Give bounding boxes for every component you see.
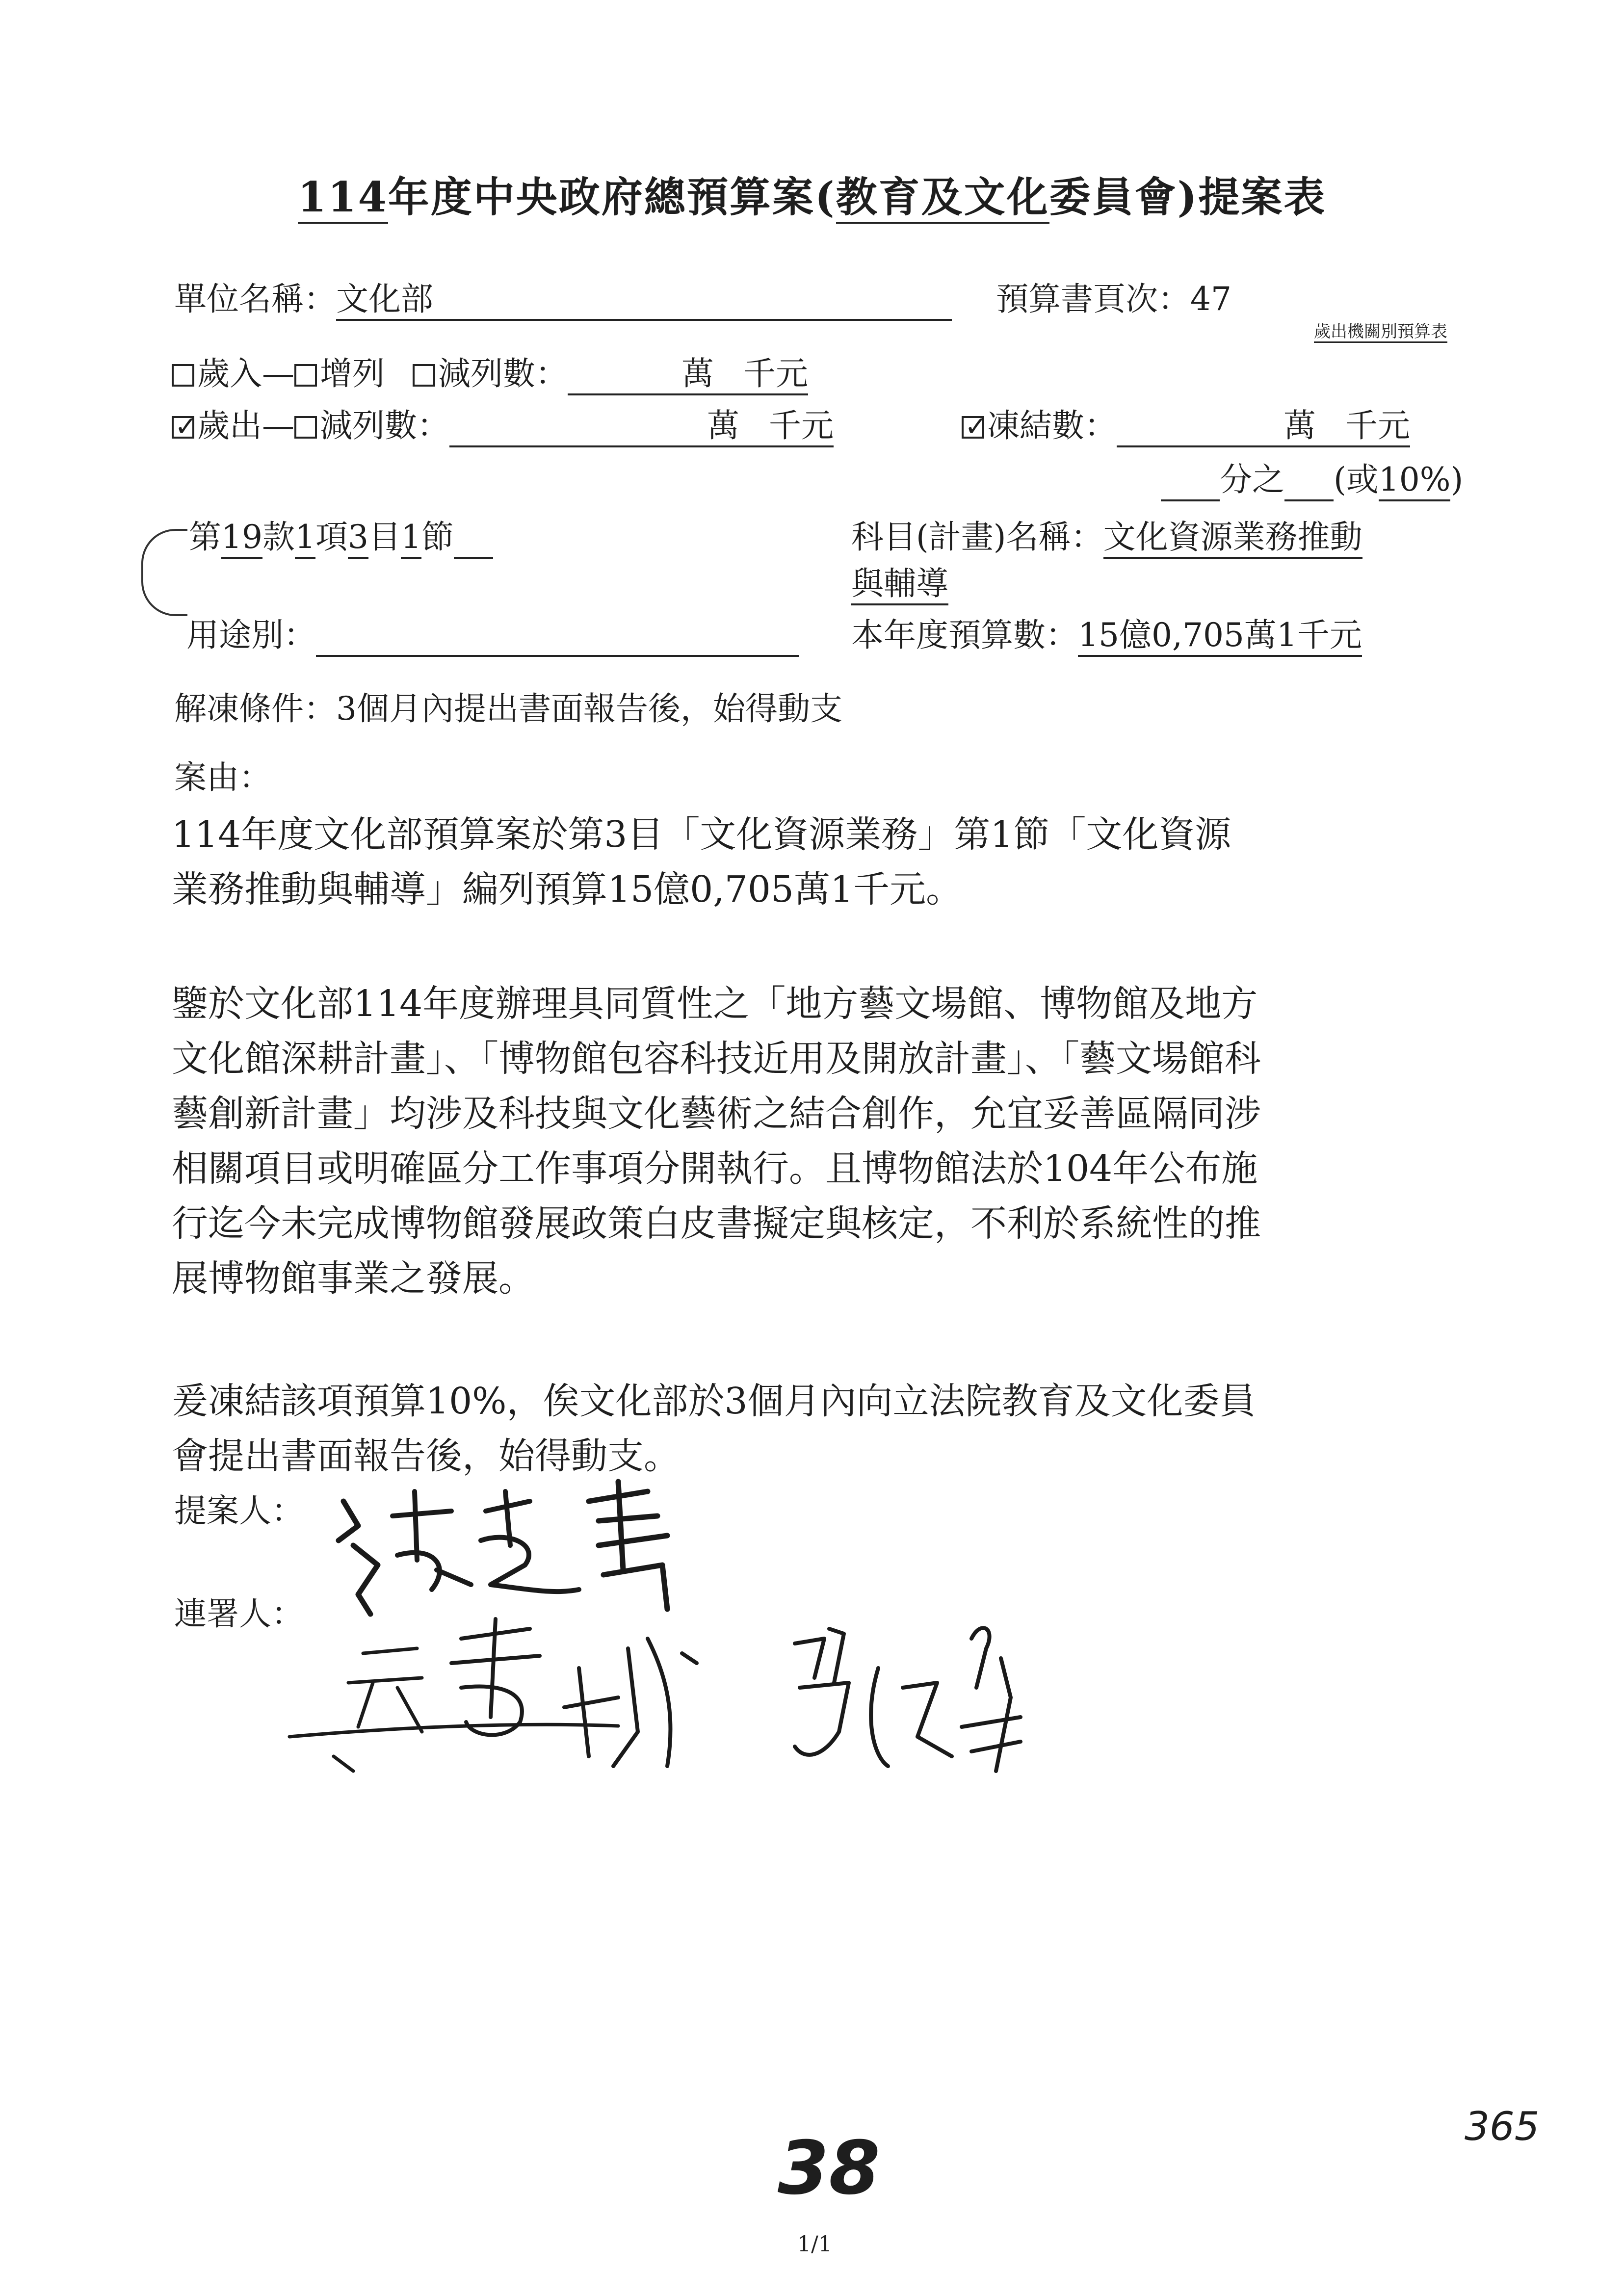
- expense-unit-wan: 萬: [707, 406, 739, 447]
- reason-paragraph-3: [172, 1374, 1256, 1484]
- unit-name: 文化部: [336, 280, 952, 321]
- reason-label: 案由：: [174, 758, 271, 796]
- revenue-decrease-label: 減列數：: [438, 355, 568, 392]
- xiang-value: 1: [295, 518, 315, 559]
- revenue-checkbox[interactable]: [172, 364, 194, 387]
- revenue-amount-blank: [568, 354, 681, 395]
- revenue-line: [172, 354, 808, 395]
- increase-label: 增列: [320, 355, 385, 392]
- reason-line: 114年度文化部預算案於第3目「文化資源業務」第1節「文化資源: [172, 813, 1231, 856]
- revenue-unit-wan: 萬: [681, 354, 714, 395]
- title-text-b: 委員會)提案表: [1049, 173, 1327, 221]
- reason-line: 展博物館事業之發展。: [172, 1257, 535, 1300]
- freeze-line: [962, 406, 1410, 447]
- cosigner-label: 連署人：: [174, 1595, 304, 1633]
- budget-label: 本年度預算數：: [851, 616, 1078, 654]
- usage-row: [186, 616, 799, 657]
- reason-line: 業務推動與輔導」編列預算15億0,705萬1千元。: [172, 868, 963, 911]
- freeze-percent: 10%: [1379, 460, 1451, 501]
- page-label: 預算書頁次：: [996, 280, 1190, 318]
- expense-decrease-checkbox[interactable]: [294, 416, 317, 439]
- fraction-line: 分之 (或10%): [1161, 460, 1463, 501]
- revenue-label: 歲入—: [197, 355, 294, 392]
- or-open: (或: [1334, 461, 1379, 498]
- reason-line: 爰凍結該項預算10%，俟文化部於3個月內向立法院教育及文化委員: [172, 1380, 1256, 1422]
- decrease-checkbox[interactable]: [413, 364, 435, 387]
- page-fraction: 1/1: [797, 2232, 832, 2257]
- subject-line2: 與輔導: [851, 564, 948, 605]
- reason-line: 文化館深耕計畫」、「博物館包容科技近用及開放計畫」、「藝文場館科: [172, 1038, 1261, 1080]
- expense-amount-blank: [449, 406, 707, 447]
- handwritten-page-number: 38: [778, 2126, 880, 2211]
- kuan-value: 19: [221, 518, 262, 559]
- title-year: 114: [298, 173, 388, 224]
- mu-value: 3: [348, 518, 368, 559]
- handwritten-corner-number: 365: [1465, 2104, 1540, 2149]
- expense-decrease-label: 減列數：: [320, 407, 449, 444]
- reason-paragraph-2: [172, 976, 1261, 1306]
- freeze-amount-blank: [1117, 406, 1283, 447]
- cosigner-signatures: [275, 1609, 1109, 1796]
- reason-line: 行迄今未完成博物館發展政策白皮書擬定與核定，不利於系統性的推: [172, 1202, 1261, 1245]
- reason-line: 會提出書面報告後，始得動支。: [172, 1435, 680, 1477]
- freeze-checkbox[interactable]: [962, 416, 984, 439]
- revenue-unit-qian: 千元: [743, 354, 808, 395]
- usage-label: 用途別：: [186, 616, 316, 654]
- page-note: 歲出機關別預算表: [1314, 322, 1447, 343]
- page-title: [0, 173, 1624, 224]
- usage-blank: [316, 616, 799, 657]
- title-text-a: 年度中央政府總預算案(: [388, 173, 836, 221]
- unfreeze-conditions: [174, 689, 842, 729]
- account-code: 第19款1項3目1節: [189, 518, 493, 559]
- unfreeze-text: 3個月內提出書面報告後，始得動支: [336, 690, 842, 728]
- reason-line: 相關項目或明確區分工作事項分開執行。且博物館法於104年公布施: [172, 1148, 1258, 1190]
- expense-unit-qian: 千元: [769, 406, 834, 447]
- expense-label: 歲出—: [197, 407, 294, 444]
- freeze-label: 凍結數：: [987, 407, 1117, 444]
- proposer-signature: [324, 1472, 677, 1619]
- budget-value: 15億0,705萬1千元: [1078, 616, 1362, 657]
- reason-paragraph-1: [172, 807, 1231, 917]
- unfreeze-label: 解凍條件：: [174, 690, 336, 728]
- fen-zhi: 分之: [1220, 461, 1284, 498]
- proposer-label: 提案人：: [174, 1492, 304, 1530]
- unit-row: [174, 280, 952, 321]
- reason-line: 鑒於文化部114年度辦理具同質性之「地方藝文場館、博物館及地方: [172, 983, 1258, 1025]
- subject-label: 科目(計畫)名稱：: [851, 518, 1103, 556]
- expense-checkbox[interactable]: [172, 416, 194, 439]
- reason-line: 藝創新計畫」均涉及科技與文化藝術之結合創作，允宜妥善區隔同涉: [172, 1093, 1261, 1135]
- subject-name: [851, 518, 1362, 559]
- increase-checkbox[interactable]: [294, 364, 317, 387]
- account-bracket: [141, 529, 187, 616]
- jie-value: 1: [401, 518, 421, 559]
- page-value: 47: [1190, 280, 1231, 318]
- subject-line1: 文化資源業務推動: [1103, 518, 1362, 559]
- freeze-unit-qian: 千元: [1345, 406, 1410, 447]
- annual-budget: [851, 616, 1362, 657]
- unit-label: 單位名稱：: [174, 280, 336, 318]
- expense-line: [172, 406, 834, 447]
- title-committee: 教育及文化: [836, 173, 1049, 224]
- budget-page-ref: [996, 280, 1231, 319]
- freeze-unit-wan: 萬: [1283, 406, 1316, 447]
